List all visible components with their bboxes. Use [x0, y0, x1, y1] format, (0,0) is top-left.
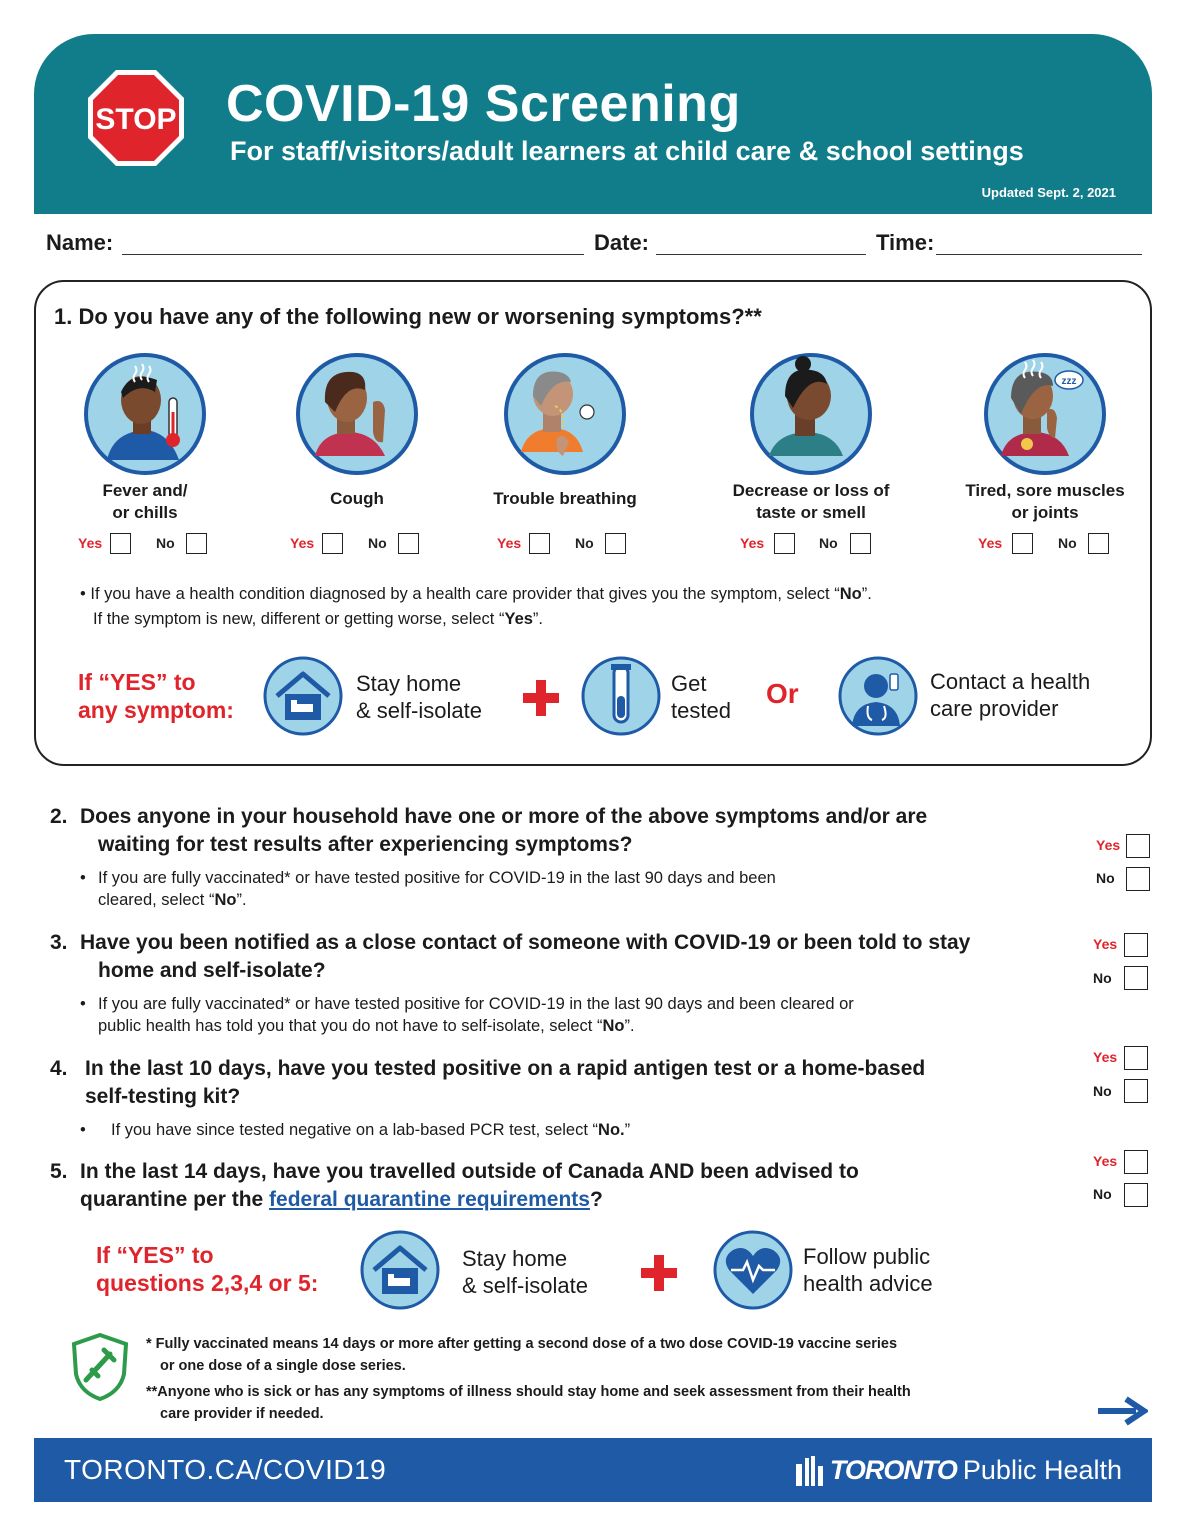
symptom-cough	[252, 352, 462, 562]
vaccine-shield-icon	[70, 1332, 130, 1402]
question-3-note: • If you are fully vaccinated* or have tested positive for COVID-19 in the last 90 days and been cleared or public health has told you that you do not have to self-isolate, select “No”.	[80, 995, 854, 1035]
heart-health-icon	[713, 1230, 793, 1310]
breathing-yes-no: Yes No	[497, 533, 637, 555]
cough-no-checkbox[interactable]	[398, 533, 419, 554]
or-label: Or	[766, 678, 799, 709]
tired-icon	[983, 352, 1107, 476]
symptom-label: Trouble breathing	[493, 489, 637, 508]
time-label: Time:	[876, 230, 935, 255]
plus-icon	[639, 1253, 679, 1293]
next-page-arrow-icon[interactable]	[1096, 1396, 1148, 1426]
footnotes: * Fully vaccinated means 14 days or more after getting a second dose of a two dose COVID-19 vaccine series or one dose of a single dose series. **Anyone who is sick or has any symptoms of illness should stay home and seek assessment from their health care provider if needed.	[146, 1336, 911, 1422]
time-field[interactable]	[936, 254, 1142, 255]
city-hall-icon	[794, 1454, 824, 1486]
stay-home-text: Stay home & self-isolate	[462, 1246, 588, 1298]
question-2-note: • If you are fully vaccinated* or have tested positive for COVID-19 in the last 90 days and been cleared, select “No”.	[80, 869, 776, 909]
q5-yes-checkbox[interactable]	[1124, 1150, 1148, 1174]
q2-5-if-yes-label: If “YES” to questions 2,3,4 or 5:	[96, 1242, 319, 1296]
question-2: 2. Does anyone in your household have one or more of the above symptoms and/or are waiting for test results after experiencing symptoms?	[50, 805, 928, 856]
symptom-loss-of-taste-or-smell	[706, 352, 916, 562]
page-title: COVID-19 Screening	[226, 75, 741, 133]
q3-no-checkbox[interactable]	[1124, 966, 1148, 990]
contact-provider-text: Contact a health care provider	[930, 669, 1091, 721]
get-tested-text: Get tested	[671, 671, 731, 723]
question-4-note: • If you have since tested negative on a lab-based PCR test, select “No.”	[80, 1121, 631, 1139]
question-5: 5. In the last 14 days, have you travelled outside of Canada AND been advised to quarantine per the federal quarantine requirements?	[50, 1160, 859, 1211]
svg-text:STOP: STOP	[95, 103, 177, 136]
q4-no-checkbox[interactable]	[1124, 1079, 1148, 1103]
symptom-label: Fever and/ or chills	[102, 481, 188, 522]
taste-smell-yes-checkbox[interactable]	[774, 533, 795, 554]
cough-yes-no: Yes No	[290, 533, 430, 555]
page-subtitle: For staff/visitors/adult learners at child care & school settings	[230, 136, 1024, 166]
tired-yes-checkbox[interactable]	[1012, 533, 1033, 554]
doctor-icon	[838, 656, 918, 736]
footer-bar	[34, 1438, 1152, 1502]
q3-yes-checkbox[interactable]	[1124, 933, 1148, 957]
name-label: Name:	[46, 230, 114, 255]
fever-yes-no: Yes No	[78, 533, 218, 555]
q2-yes-checkbox[interactable]	[1126, 834, 1150, 858]
cough-yes-checkbox[interactable]	[322, 533, 343, 554]
svg-text:zzz: zzz	[1061, 376, 1077, 387]
cough-icon	[295, 352, 419, 476]
q5-no-checkbox[interactable]	[1124, 1183, 1148, 1207]
federal-quarantine-link[interactable]: federal quarantine requirements	[269, 1188, 590, 1211]
symptom-fever	[40, 352, 250, 562]
tired-yes-no: Yes No	[978, 533, 1118, 555]
q2-no-checkbox[interactable]	[1126, 867, 1150, 891]
symptom-label: Decrease or loss of taste or smell	[732, 481, 890, 522]
header-banner	[34, 34, 1152, 214]
fever-yes-checkbox[interactable]	[110, 533, 131, 554]
trouble-breathing-icon	[503, 352, 627, 476]
symptom-label: Cough	[330, 489, 384, 508]
house-isolate-icon	[360, 1230, 440, 1310]
name-field[interactable]	[122, 254, 584, 255]
stop-sign-icon	[86, 68, 186, 168]
question-3: 3. Have you been notified as a close contact of someone with COVID-19 or been told to stay home and self-isolate?	[50, 931, 971, 982]
footer-url[interactable]: TORONTO.CA/COVID19	[64, 1454, 387, 1485]
house-isolate-icon	[263, 656, 343, 736]
question-1-title: 1. Do you have any of the following new or worsening symptoms?**	[54, 304, 762, 329]
fever-no-checkbox[interactable]	[186, 533, 207, 554]
symptom-tired-sore-muscles	[940, 352, 1150, 562]
symptom-trouble-breathing	[460, 352, 670, 562]
follow-advice-text: Follow public health advice	[803, 1244, 933, 1296]
q1-if-yes-label: If “YES” to any symptom:	[78, 669, 234, 723]
taste-smell-no-checkbox[interactable]	[850, 533, 871, 554]
tired-no-checkbox[interactable]	[1088, 533, 1109, 554]
question-1-note: • If you have a health condition diagnosed by a health care provider that gives you the symptom, select “No”. If the symptom is new, different or getting worse, select “Yes”.	[80, 585, 872, 628]
form-info-row	[46, 230, 1146, 260]
stay-home-text: Stay home & self-isolate	[356, 671, 482, 723]
plus-icon	[521, 678, 561, 718]
breathing-yes-checkbox[interactable]	[529, 533, 550, 554]
symptom-label: Tired, sore muscles or joints	[965, 481, 1125, 522]
taste-smell-yes-no: Yes No	[740, 533, 880, 555]
date-label: Date:	[594, 230, 650, 255]
question-4: 4. In the last 10 days, have you tested positive on a rapid antigen test or a home-based self-testing kit?	[50, 1057, 926, 1108]
taste-smell-icon	[749, 352, 873, 476]
date-field[interactable]	[656, 254, 866, 255]
toronto-public-health-logo: TORONTO Public Health	[794, 1450, 1122, 1490]
q4-yes-checkbox[interactable]	[1124, 1046, 1148, 1070]
updated-date: Updated Sept. 2, 2021	[981, 185, 1116, 200]
breathing-no-checkbox[interactable]	[605, 533, 626, 554]
fever-icon	[83, 352, 207, 476]
test-tube-icon	[581, 656, 661, 736]
